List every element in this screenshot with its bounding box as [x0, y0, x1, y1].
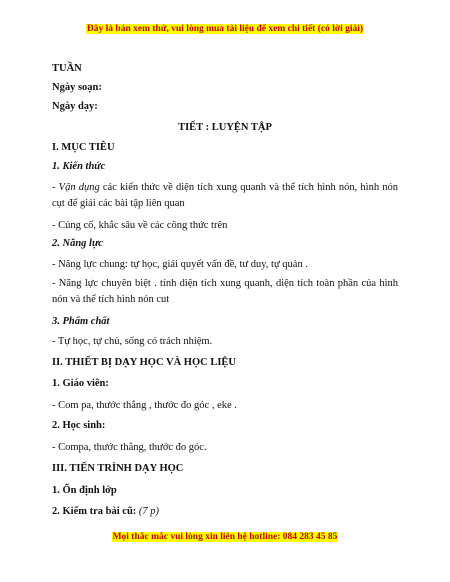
prep-date-label: Ngày soạn:: [52, 82, 102, 93]
hotline-banner-text: Mọi thắc mắc vui lòng xin liên hệ hotline: 084 283 45 85: [112, 532, 338, 542]
process-item-2-label: 2. Kiểm tra bài cũ:: [52, 506, 137, 517]
student-item: - Compa, thước thẳng, thước đo góc.: [52, 442, 207, 453]
preview-banner-text: Đây là bản xem thử, vui lòng mua tài liệu để xem chi tiết (có lời giải): [86, 24, 364, 34]
preview-banner: [0, 24, 450, 34]
hotline-banner: [0, 532, 450, 542]
section-process-heading: III. TIẾN TRÌNH DẠY HỌC: [52, 463, 184, 474]
knowledge-item-2: - Củng cố, khắc sâu về các công thức trên: [52, 220, 228, 231]
teacher-heading: 1. Giáo viên:: [52, 378, 109, 389]
lesson-title: TIẾT : LUYỆN TẬP: [178, 122, 272, 133]
competency-heading: 2. Năng lực: [52, 238, 103, 249]
process-item-2: [52, 505, 159, 518]
teach-date-label: Ngày dạy:: [52, 101, 98, 112]
teacher-item: - Com pa, thước thẳng , thước đo góc , eke .: [52, 400, 237, 411]
knowledge-item-1: - Vận dụng các kiến thức về diện tích xung quanh và thể tích hình nón, hình nón cụt để giải các bài tập liên quan: [52, 182, 398, 209]
process-item-2-time: (7 p): [136, 506, 160, 517]
knowledge-item-1-text: các kiến thức về diện tích xung quanh và thể tích hình nón, hình nón cụt để giải các bài tập liên quan: [52, 182, 398, 209]
qualities-item-1: - Tự học, tự chủ, sống có trách nhiệm.: [52, 336, 213, 347]
competency-item-2: - Năng lực chuyên biệt . tính diện tích xung quanh, diện tích toàn phần của hình nón và thể tích hình nón cut: [52, 278, 398, 305]
competency-item-1: - Năng lực chung: tự học, giải quyết vấn đề, tư duy, tự quản .: [52, 259, 308, 270]
knowledge-heading: 1. Kiến thức: [52, 161, 106, 172]
qualities-heading: 3. Phẩm chất: [52, 316, 110, 327]
knowledge-item-1-emphasis: Vận dụng: [58, 182, 100, 193]
student-heading: 2. Học sinh:: [52, 420, 106, 431]
process-item-1: 1. Ổn định lớp: [52, 485, 117, 496]
week-label: TUẦN: [52, 63, 82, 74]
section-equipment-heading: II. THIẾT BỊ DẠY HỌC VÀ HỌC LIỆU: [52, 357, 236, 368]
section-objectives-heading: I. MỤC TIÊU: [52, 142, 115, 153]
